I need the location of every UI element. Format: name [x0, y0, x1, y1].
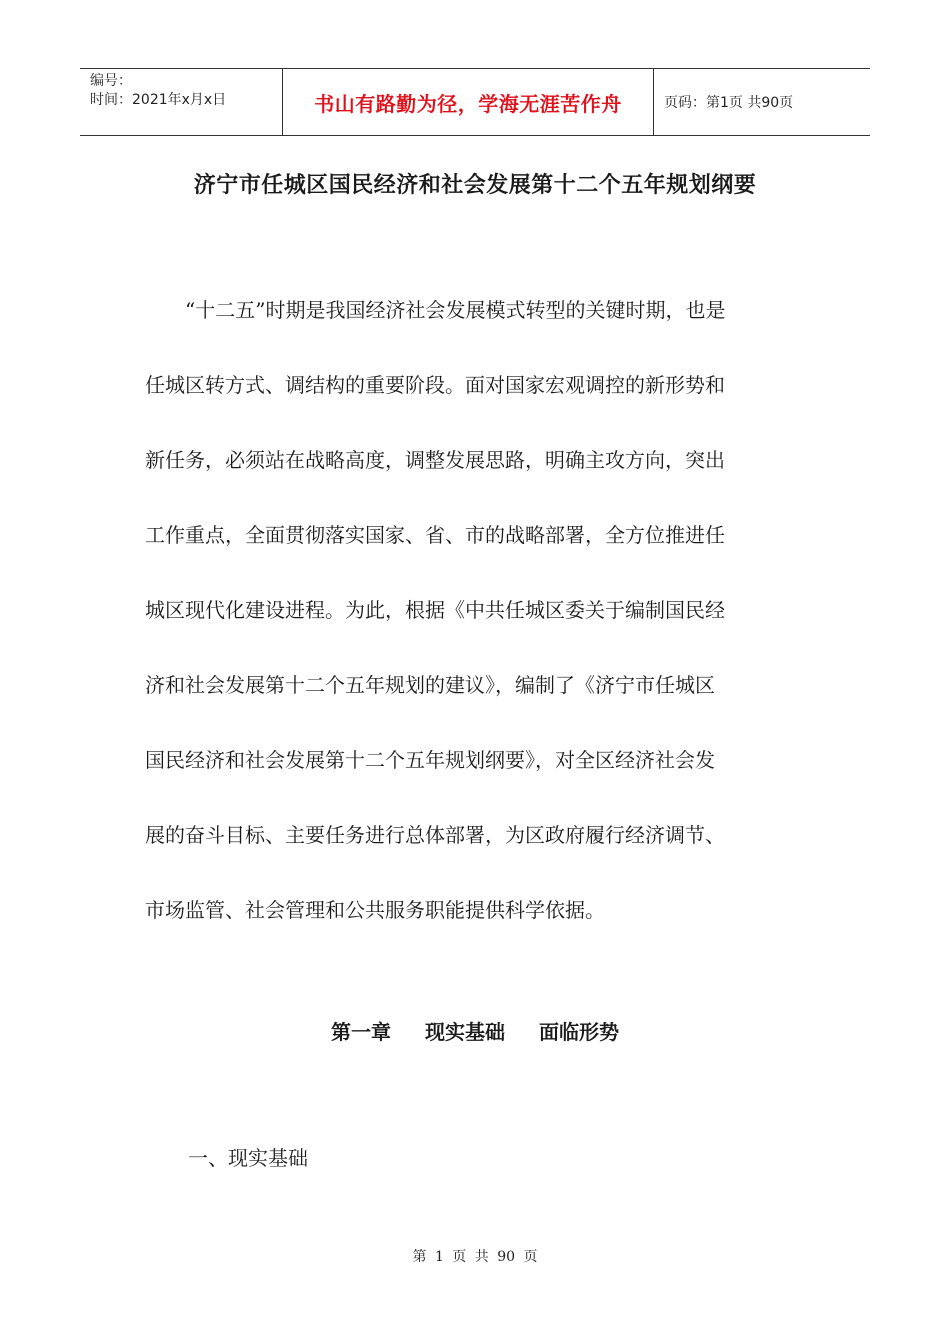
intro-line: 城区现代化建设进程。为此，根据《中共任城区委关于编制国民经 — [145, 598, 725, 622]
motto-text: 书山有路勤为径，学海无涯苦作舟 — [314, 91, 622, 116]
header-page-cell — [654, 69, 870, 135]
header-meta-cell — [80, 69, 282, 135]
chapter-title-part1: 现实基础 — [425, 1020, 505, 1044]
document-title: 济宁市任城区国民经济和社会发展第十二个五年规划纲要 — [193, 172, 757, 198]
intro-line: 济和社会发展第十二个五年规划的建议》，编制了《济宁市任城区 — [145, 673, 715, 697]
intro-paragraph — [145, 288, 810, 963]
intro-line: 展的奋斗目标、主要任务进行总体部署，为区政府履行经济调节、 — [145, 823, 725, 847]
intro-line: 工作重点，全面贯彻落实国家、省、市的战略部署，全方位推进任 — [145, 523, 725, 547]
page-info: 页码：第1页 共90页 — [664, 95, 794, 111]
intro-line: 新任务，必须站在战略高度，调整发展思路，明确主攻方向，突出 — [145, 448, 725, 472]
chapter-heading — [0, 1016, 950, 1045]
header-table — [80, 68, 870, 136]
intro-line: 国民经济和社会发展第十二个五年规划纲要》，对全区经济社会发 — [145, 748, 715, 772]
intro-line: “十二五”时期是我国经济社会发展模式转型的关键时期，也是 — [185, 298, 726, 322]
intro-line: 任城区转方式、调结构的重要阶段。面对国家宏观调控的新形势和 — [145, 373, 725, 397]
section-heading: 一、现实基础 — [188, 1146, 308, 1170]
header-motto-cell — [282, 69, 654, 135]
intro-line: 市场监管、社会管理和公共服务职能提供科学依据。 — [145, 898, 605, 922]
chapter-number: 第一章 — [331, 1020, 391, 1044]
chapter-title-part2: 面临形势 — [539, 1020, 619, 1044]
number-label: 编号： — [90, 73, 132, 89]
date-label: 时间：2021年x月x日 — [90, 92, 227, 108]
page-footer: 第 1 页 共 90 页 — [412, 1249, 538, 1265]
